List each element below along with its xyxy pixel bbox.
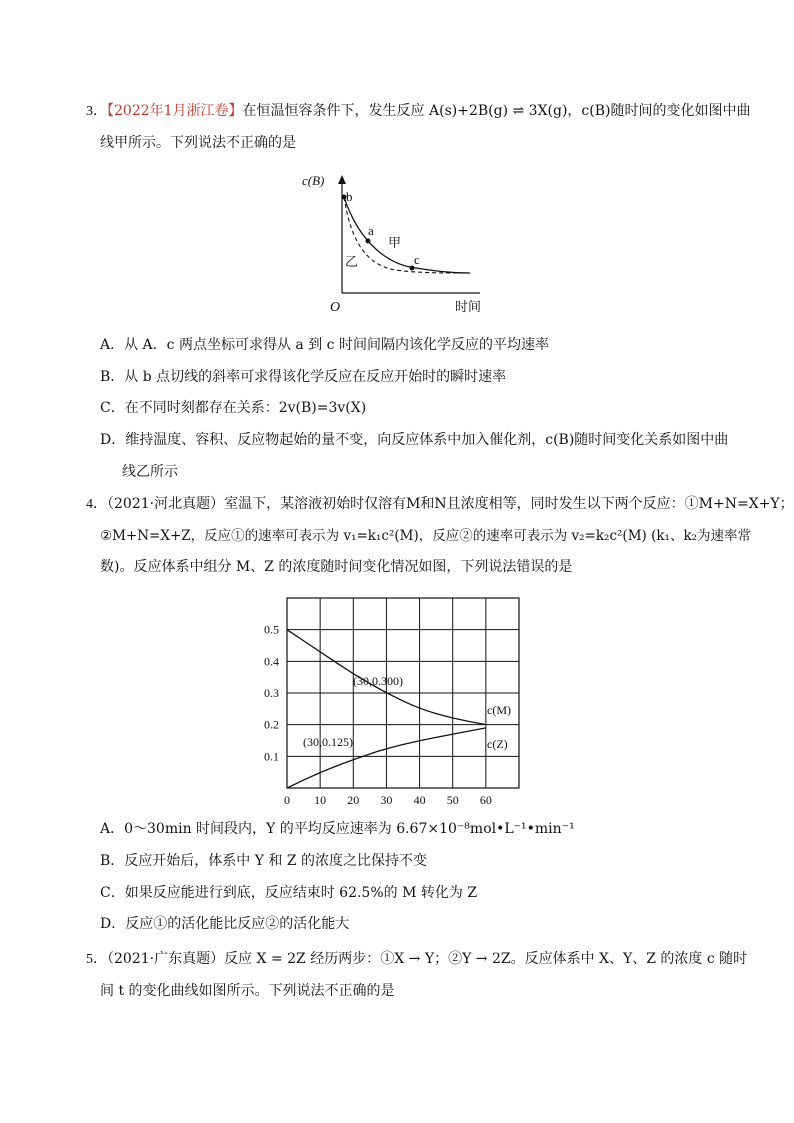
- q3-curve-jia: [344, 197, 470, 273]
- q3-figure: [300, 165, 500, 315]
- q5-stem-line2: 间 t 的变化曲线如图所示。下列说法不正确的是: [100, 983, 395, 999]
- q3-stem-line1: [86, 102, 750, 121]
- q5-stem-line1: [86, 950, 747, 969]
- q3-origin: O: [330, 300, 341, 315]
- q4-legend-z: c(Z): [487, 737, 508, 751]
- q3-option-b: B．从 b 点切线的斜率可求得该化学反应在反应开始时的瞬时速率: [100, 369, 507, 385]
- q5-stem-text1: 反应 X = 2Z 经历两步：①X → Y；②Y → 2Z。反应体系中 X、Y、Z 的浓度 c 随时: [224, 951, 748, 967]
- q4-y-tick-label: 0.2: [264, 717, 279, 732]
- q3-label-b: b: [346, 189, 353, 204]
- q4-x-tick-label: 30: [380, 793, 393, 807]
- q4-source: （2021·河北真题）: [107, 496, 225, 512]
- q3-label-jia: 甲: [388, 235, 402, 250]
- q4-x-tick-label: 60: [479, 793, 492, 807]
- q3-stem-line2: 线甲所示。下列说法不正确的是: [100, 135, 296, 151]
- q3-label-a: a: [368, 223, 374, 238]
- q4-stem-text1: 室温下，某溶液初始时仅溶有M和N且浓度相等，同时发生以下两个反应：①M+N=X+Y；: [224, 496, 794, 512]
- q4-y-tick-label: 0.3: [264, 686, 279, 700]
- q3-x-label: 时间: [455, 299, 482, 314]
- q3-y-label: c(B): [302, 173, 325, 188]
- q3-option-a: A．从 A．c 两点坐标可求得从 a 到 c 时间间隔内该化学反应的平均速率: [100, 337, 549, 353]
- q4-option-b: B．反应开始后，体系中 Y 和 Z 的浓度之比保持不变: [100, 853, 428, 869]
- q5-source: （2021·广东真题）: [107, 951, 225, 967]
- q3-label-c: c: [414, 252, 420, 267]
- q4-annotation-z: (30,0.125): [303, 735, 353, 749]
- q4-legend-m: c(M): [487, 703, 511, 717]
- q4-y-tick-label: 0.4: [264, 654, 279, 669]
- q3-option-c: C．在不同时刻都存在关系：2v(B)=3v(X): [100, 400, 367, 416]
- q4-annotation-m: (30,0.300): [353, 674, 403, 688]
- q4-x-tick-label: 10: [314, 793, 327, 807]
- q4-stem-line2: ②M+N=X+Z，反应①的速率可表示为 v₁=k₁c²(M)，反应②的速率可表示为 v₂=k₂c²(M) (k₁、k₂为速率常: [100, 528, 752, 544]
- q4-x-tick-label: 40: [413, 793, 426, 807]
- q4-option-a: A．0～30min 时间段内，Y 的平均反应速率为 6.67×10⁻⁸mol•L⁻¹•min⁻¹: [100, 821, 575, 837]
- q3-point-a: [366, 239, 371, 244]
- q3-source: 【2022年1月浙江卷】: [107, 103, 243, 119]
- q3-label-yi: 乙: [345, 254, 359, 269]
- q3-option-d-line2: 线乙所示: [122, 464, 178, 480]
- q3-option-d-line1: D．维持温度、容积、反应物起始的量不变，向反应体系中加入催化剂，c(B)随时间变化关系如图中曲: [100, 432, 729, 448]
- q4-number: 4．: [86, 497, 107, 512]
- q4-x-tick-label: 0: [284, 793, 290, 807]
- q4-chart: [255, 590, 535, 812]
- q4-x-tick-label: 20: [347, 793, 360, 807]
- q3-number: 3．: [86, 104, 107, 119]
- q4-stem-line3: 数)。反应体系中组分 M、Z 的浓度随时间变化情况如图，下列说法错误的是: [100, 559, 573, 575]
- q4-y-tick-label: 0.1: [264, 749, 279, 764]
- q4-x-tick-label: 50: [446, 793, 459, 807]
- q3-stem-text1: 在恒温恒容条件下，发生反应 A(s)+2B(g) ⇌ 3X(g)，c(B)随时间的变化如图中曲: [242, 103, 751, 119]
- q4-stem-line1: [86, 495, 794, 514]
- q5-number: 5．: [86, 952, 107, 967]
- q4-option-c: C．如果反应能进行到底，反应结束时 62.5%的 M 转化为 Z: [100, 885, 478, 901]
- q4-option-d: D．反应①的活化能比反应②的活化能大: [100, 916, 350, 932]
- q4-y-tick-label: 0.5: [264, 622, 279, 637]
- q3-y-axis-arrow: [338, 175, 346, 184]
